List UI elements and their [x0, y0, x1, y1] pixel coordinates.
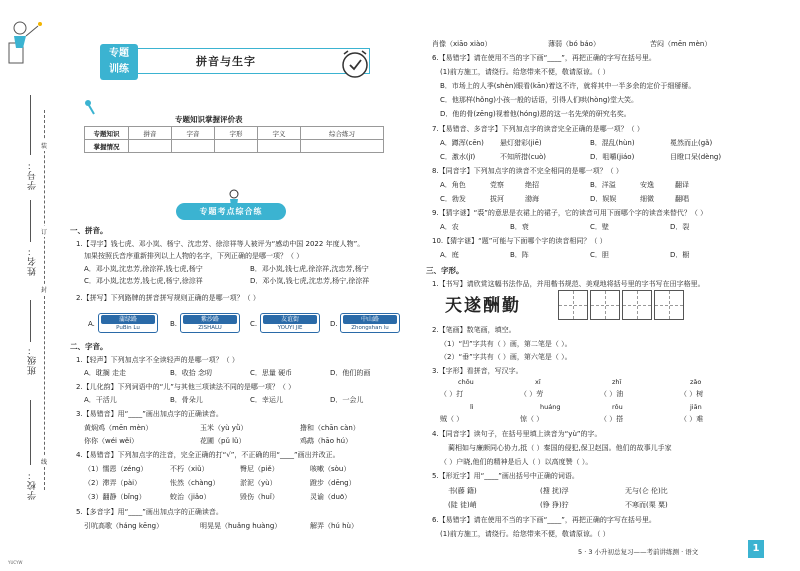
calligraphy-artwork: 天遂酬勤 [445, 296, 521, 316]
r-q6-option-d[interactable]: D．他的骨(zēng)视着他(hóng)恩的这一名先荣的研究名奖。 [440, 110, 631, 118]
q6-item[interactable]: 毁伤（huǐ） [240, 493, 279, 501]
r-q7-item[interactable]: 不知所措(cuò) [500, 153, 547, 161]
q5-line: 3.【易错音】用“____”画出加点字的正确读音。 [76, 410, 223, 418]
q6-item[interactable]: （2）滞弄（pài） [84, 479, 142, 487]
q2-line: 2.【拼写】下列路牌的拼音拼写规则正确的是哪一项？（ ） [76, 294, 260, 302]
corner-code: YUCYW [8, 560, 23, 565]
section-pronunciation-title: 二、字音。 [70, 342, 108, 351]
r3-q5-item[interactable]: 书(藤 籍) [448, 487, 477, 495]
sign-option-c-letter: C. [250, 320, 258, 328]
q4-line: 2.【儿化韵】下列词语中的“儿”与其他三项读法不同的是哪一项？（ ） [76, 383, 296, 391]
class-line[interactable] [30, 300, 31, 342]
r3-q3-blank[interactable]: （ ）打 [440, 390, 464, 398]
student-id-label: 学号： [28, 160, 38, 190]
binding-mark-ding: 订 [41, 226, 47, 237]
pinyin-label: xī [535, 378, 541, 386]
r-q9-option[interactable]: C．壁 [590, 223, 609, 231]
q6-item[interactable]: 不朽（xiǔ） [170, 465, 209, 473]
r-q8-item[interactable]: C．勃发 [440, 195, 466, 203]
r3-q2-a[interactable]: （1）“凹”字共有（ ）画，第二笔是（ ）。 [440, 340, 572, 348]
r1-item[interactable]: 苦闷（mēn mèn） [650, 40, 712, 48]
pinyin-label: lì [470, 403, 474, 411]
topic-badge [100, 44, 138, 80]
road-sign-en: PuBin Lu [116, 325, 140, 331]
pinyin-label: zǎo [690, 378, 702, 386]
eval-cell: 综合练习 [301, 127, 384, 140]
comprehensive-practice-banner: 专题考点综合练 [176, 203, 286, 220]
eval-input-cell[interactable] [301, 140, 384, 153]
r3-q6-line: 6.【易错字】请在使用不当的字下画“____”，再把正确的字写在括号里。 [432, 516, 656, 524]
q6-item[interactable]: 臀尼（piě） [240, 465, 279, 473]
cartoon-doodle-icon [4, 8, 44, 68]
q5-item[interactable]: 你你（wéi wěi） [84, 437, 139, 445]
r3-q2-b[interactable]: （2）“垂”字共有（ ）画，第六笔是（ ）。 [440, 353, 572, 361]
pin-icon [84, 100, 98, 122]
q6-item[interactable]: 怅然（chàng） [170, 479, 220, 487]
r-q7-item[interactable]: 冕然而止(gǎ) [670, 139, 713, 147]
section-character-form-title: 三、字形。 [426, 266, 464, 275]
q6-item[interactable]: （1）懦恩（zéng） [84, 465, 148, 473]
q7-item[interactable]: 解弄（hú hù） [310, 522, 358, 530]
eval-input-cell[interactable] [215, 140, 258, 153]
student-name-label: 姓名： [28, 246, 38, 276]
eval-cell: 拼音 [129, 127, 172, 140]
r3-q3-blank[interactable]: （ ）搭 [600, 415, 624, 423]
alarm-clock-icon [338, 46, 372, 80]
q4-option-c[interactable]: C．幸运儿 [250, 396, 283, 404]
school-line[interactable] [30, 400, 31, 465]
r3-q3-blank[interactable]: 贼（ ） [440, 415, 464, 423]
r-q7-item[interactable]: B．混乱(hùn) [590, 139, 635, 147]
road-sign-b[interactable] [180, 313, 240, 333]
r-q10-option[interactable]: B．阵 [510, 251, 529, 259]
binding-mark-zhuang: 装 [41, 140, 47, 151]
q5-item[interactable]: 撸和（chān càn） [300, 424, 360, 432]
pinyin-label: jiān [690, 403, 702, 411]
topic-title: 拼音与生字 [196, 55, 256, 68]
r3-q5-item[interactable]: 不寒而(栗 粟) [625, 501, 668, 509]
eval-input-cell[interactable] [258, 140, 301, 153]
q1-line2: 加果按照氏音序重新排列以上人物的名字，下列正确的是哪一项？（ ） [84, 252, 304, 260]
school-label: 学校： [28, 470, 38, 500]
road-sign-cn: 友谊街 [263, 315, 317, 324]
student-name-line[interactable] [30, 200, 31, 242]
binding-margin [0, 0, 66, 571]
q5-item[interactable]: 玉米（yù yǜ） [200, 424, 248, 432]
sign-option-a-letter: A. [88, 320, 95, 328]
q4-option-b[interactable]: B．骨朵儿 [170, 396, 203, 404]
q3-option-d[interactable]: D．他们的画 [330, 369, 371, 377]
footer-book-title: 5 · 3 小升初总复习——考前讲练测 · 语文 [578, 548, 699, 556]
q6-item[interactable]: 咳嗽（sòu） [310, 465, 351, 473]
eval-cell: 专题知识 [85, 127, 129, 140]
road-sign-en: ZISHALU [198, 325, 222, 331]
r3-q5-item[interactable]: (搜 扰)浮 [540, 487, 569, 495]
r-q8-item[interactable]: 翻译 [675, 181, 689, 189]
eval-cell: 字音 [172, 127, 215, 140]
r-q6-option-c[interactable]: C．他那样(hǒng)小孩一般的话语，引得人们哄(hòng)堂大笑。 [440, 96, 639, 104]
q3-option-c[interactable]: C．思量 硬币 [250, 369, 293, 377]
topic-badge-line1: 专题 [109, 48, 129, 59]
road-sign-en: YOUYI JIE [277, 325, 303, 331]
q1-option-a[interactable]: A．邓小岚,沈忠芳,徐淙祥,钱七虎,杨宁 [84, 265, 203, 273]
q7-item[interactable]: 引吭高歌（háng kēng） [84, 522, 164, 530]
r-q7-item[interactable]: D．咀嚼(jiáo) [590, 153, 635, 161]
pinyin-label: huáng [540, 403, 561, 411]
r-q9-option[interactable]: B．衰 [510, 223, 529, 231]
eval-input-cell[interactable] [172, 140, 215, 153]
tianzige-grid-3[interactable] [622, 290, 652, 320]
r3-q4-text2[interactable]: （ ）户晓,他们的精神是后人（ ）以高度赞（ ）。 [440, 458, 593, 466]
eval-table-mastery-row [85, 140, 384, 153]
q1-option-d[interactable]: D．邓小岚,钱七虎,沈忠芳,杨宁,徐淙祥 [250, 277, 370, 285]
tianzige-grid-4[interactable] [654, 290, 684, 320]
r-q8-item[interactable]: 细微 [640, 195, 654, 203]
q5-item[interactable]: 花圃（pǔ lǔ） [200, 437, 246, 445]
q3-line: 1.【轻声】下列加点字不全读轻声的是哪一项？（ ） [76, 356, 239, 364]
r-q8-item[interactable]: 绝招 [525, 181, 539, 189]
r-q8-item[interactable]: 安逸 [640, 181, 654, 189]
tianzige-grid-2[interactable] [590, 290, 620, 320]
r3-q2-line: 2.【笔画】数笔画，填空。 [432, 326, 516, 334]
eval-table-title: 专题知识掌握评价表 [175, 115, 243, 124]
section-pinyin-title: 一、拼音。 [70, 226, 108, 235]
r3-q3-blank[interactable]: （ ）油 [600, 390, 624, 398]
sign-option-b-letter: B. [170, 320, 178, 328]
page-number: 1 [748, 540, 764, 558]
eval-cell: 字义 [258, 127, 301, 140]
q1-option-b[interactable]: B．邓小岚,钱七虎,徐淙祥,沈忠芳,杨宁 [250, 265, 369, 273]
r3-q1-line: 1.【书写】请欣赏这幅书法作品，并用楷书规范、美观地将括号里的字书写在田字格里。 [432, 280, 705, 288]
road-sign-a[interactable] [98, 313, 158, 333]
r-q6-option-a[interactable]: (1)前方施工，请绕行。给您带来不便，敬请原谅。（ ） [440, 68, 610, 76]
r3-q5-item[interactable]: (铮 狰)狞 [540, 501, 569, 509]
r-q8-item[interactable]: B．洋溢 [590, 181, 616, 189]
r3-q5-item[interactable]: (陡 徒)峭 [448, 501, 477, 509]
eval-table-header-row [85, 127, 384, 140]
r3-q3-line: 3.【字形】看拼音，写汉字。 [432, 367, 523, 375]
q7-item[interactable]: 明晃晃（huǎng huàng） [200, 522, 282, 530]
pinyin-label: rǒu [612, 403, 623, 411]
student-id-line[interactable] [30, 95, 31, 155]
r-q8-item[interactable]: D．娱娱 [590, 195, 617, 203]
eval-cell: 掌握情况 [85, 140, 129, 153]
r-q7-line: 7.【易错音、多音字】下列加点字的读音完全正确的是哪一项？（ ） [432, 125, 644, 133]
r3-q4-text1[interactable]: 蔺相如与廉颇同心协力,抵（ ）秦国的侵犯,保卫赵国。他们的故事儿手家 [448, 444, 672, 452]
class-label: 班级： [28, 345, 38, 375]
eval-cell: 字形 [215, 127, 258, 140]
pinyin-label: zhī [612, 378, 622, 386]
road-sign-cn: 蒲绿路 [101, 315, 155, 324]
q4-option-a[interactable]: A．干活儿 [84, 396, 117, 404]
r-q9-option[interactable]: D．裂 [670, 223, 690, 231]
r3-q3-blank[interactable]: （ ）难 [680, 415, 704, 423]
binding-dash-line [44, 110, 45, 490]
q5-item[interactable]: 黄焖鸡（mēn mèn） [84, 424, 153, 432]
tianzige-grid-1[interactable] [558, 290, 588, 320]
r3-q5-item[interactable]: 无与(仑 伦)比 [625, 487, 668, 495]
r3-q3-blank[interactable]: （ ）劳 [520, 390, 544, 398]
road-sign-cn: 中山路 [343, 315, 397, 324]
binding-mark-xian: 线 [41, 456, 47, 467]
road-sign-c[interactable] [260, 313, 320, 333]
q6-item[interactable]: （3）翻静（bǐng） [84, 493, 146, 501]
r1-item[interactable]: 肖像（xiāo xiào） [432, 40, 492, 48]
r-q9-option[interactable]: A．农 [440, 223, 459, 231]
r-q10-option[interactable]: A．庭 [440, 251, 459, 259]
q1-line1: 1.【寻宇】钱七虎、邓小岚、杨宁、沈忠芳、徐淙祥等人被评为“感动中国 2022 年度人物”。 [76, 240, 365, 248]
r-q8-item[interactable]: 渤海 [525, 195, 539, 203]
r-q6-line: 6.【易错字】请在使用不当的字下画“____”，再把正确的字写在括号里。 [432, 54, 656, 62]
pinyin-label: chōu [458, 378, 474, 386]
r-q7-item[interactable]: C．激水(jī) [440, 153, 476, 161]
q3-option-a[interactable]: A．耽搁 走走 [84, 369, 127, 377]
eval-table [84, 126, 384, 153]
r-q10-line: 10.【猜字谜】“题”可能与下面哪个字的读音相同？（ ） [432, 237, 607, 245]
r1-item[interactable]: 薄弱（bó báo） [548, 40, 600, 48]
road-sign-cn: 紫沙路 [183, 315, 237, 324]
r-q8-line: 8.【同音字】下列加点字的读音不完全相同的是哪一项？（ ） [432, 167, 623, 175]
r3-q3-blank[interactable]: （ ）树 [680, 390, 704, 398]
q3-option-b[interactable]: B．收拾 念叨 [170, 369, 213, 377]
topic-badge-line2: 训练 [109, 64, 129, 75]
q1-option-c[interactable]: C．邓小岚,沈忠芳,钱七虎,杨宁,徐淙祥 [84, 277, 203, 285]
r-q6-option-b[interactable]: B．市场上的人季(shèn)眼看(kān)着这不许，就将其中一半多余的定价于细掰掰。 [440, 82, 696, 90]
r3-q4-line: 4.【同音字】读句子，在括号里填上读音为“yù”的字。 [432, 430, 602, 438]
q6-item[interactable]: 蹬步（dēng） [310, 479, 356, 487]
r-q8-item[interactable]: 拔河 [490, 195, 504, 203]
r3-q3-blank[interactable]: 惊（ ） [520, 415, 544, 423]
r-q10-option[interactable]: C．胆 [590, 251, 609, 259]
r-q8-item[interactable]: 党察 [490, 181, 504, 189]
binding-mark-feng: 封 [41, 284, 47, 295]
r-q8-item[interactable]: 翻唱 [675, 195, 689, 203]
r-q9-line: 9.【猜字谜】“裘”的意思是衣裙上的裙子，它的读音可用下面哪个字的读音来替代？（ ） [432, 209, 708, 217]
q5-item[interactable]: 鸡鹉（hāo hú） [300, 437, 353, 445]
q6-item[interactable]: 灵谕（duō） [310, 493, 352, 501]
sign-option-d-letter: D. [330, 320, 338, 328]
q7-line: 5.【多音字】用“____”画出加点字的正确读音。 [76, 508, 223, 516]
r-q8-item[interactable]: A．角色 [440, 181, 466, 189]
road-sign-en: Zhongshan lu [351, 325, 389, 331]
q6-item[interactable]: 淤泥（yù） [240, 479, 277, 487]
q6-item[interactable]: 蛟治（jiǎo） [170, 493, 211, 501]
q4-option-d[interactable]: D．一会儿 [330, 396, 364, 404]
r-q10-option[interactable]: D．橱 [670, 251, 690, 259]
r-q7-item[interactable]: A．蹲浑(cēn) [440, 139, 484, 147]
q6-line: 4.【易错音】下列加点字的注音，完全正确的打“√”，不正确的用“____”画出并改正。 [76, 451, 340, 459]
r3-q5-line: 5.【形近字】用“____”画出括号中正确的词语。 [432, 472, 579, 480]
r3-q6-a[interactable]: (1)前方施工，请绕行。给您带来不便，敬请原谅。（ ） [440, 530, 610, 538]
r-q7-item[interactable]: 悬灯猎彩(jiē) [500, 139, 542, 147]
r-q7-item[interactable]: 目瞪口呆(dèng) [670, 153, 722, 161]
road-sign-d[interactable] [340, 313, 400, 333]
eval-input-cell[interactable] [129, 140, 172, 153]
